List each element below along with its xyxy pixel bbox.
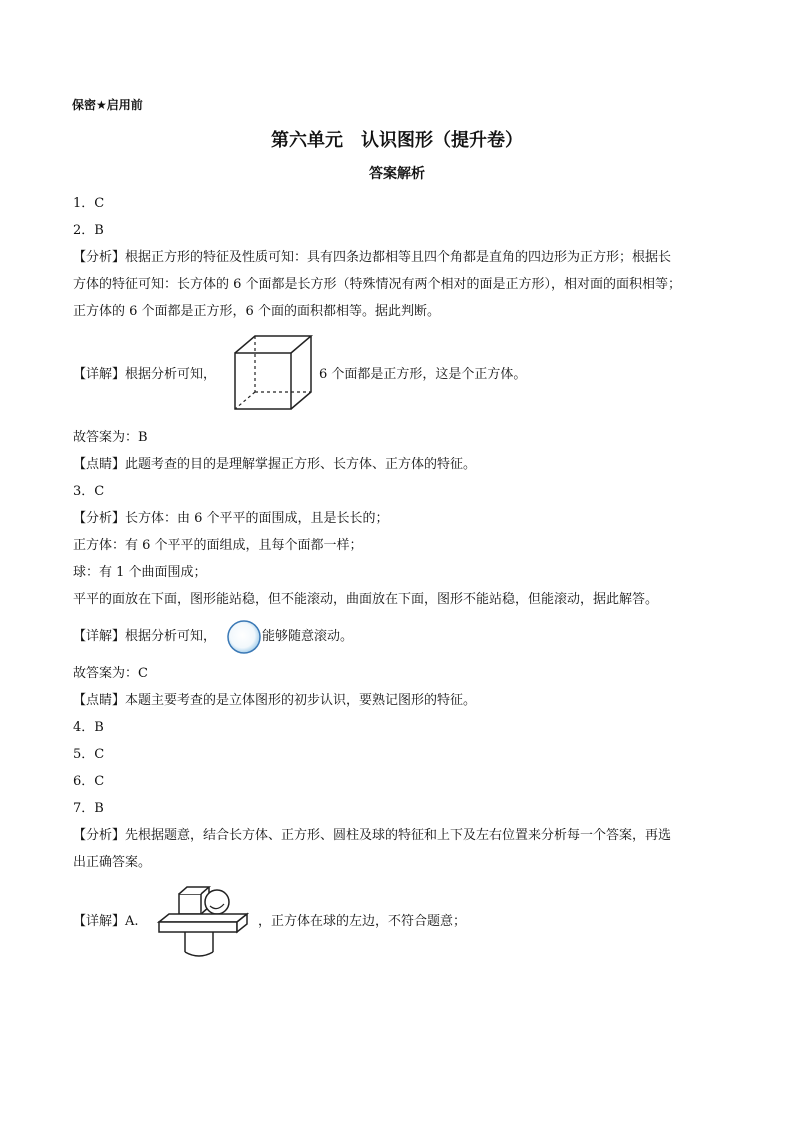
q3-detail-prefix: 【详解】根据分析可知， (73, 629, 217, 644)
q7-detail-prefix: 【详解】A. (73, 914, 139, 929)
q3-analysis-line-1: 【分析】长方体：由 6 个平平的面围成，且是长长的； (73, 511, 389, 526)
q2-analysis-line-1: 【分析】根据正方形的特征及性质可知：具有四条边都相等且四个角都是直角的四边形为正方形；根据长 (73, 250, 672, 265)
q3-answer: 3．C (73, 484, 105, 499)
q2-comment: 【点睛】此题考查的目的是理解掌握正方形、长方体、正方体的特征。 (73, 457, 477, 472)
q7-analysis-line-2: 出正确答案。 (73, 855, 152, 870)
q2-analysis-line-3: 正方体的 6 个面都是正方形，6 个面的面积都相等。据此判断。 (73, 304, 440, 319)
q4-answer: 4．B (73, 720, 104, 735)
q2-final-answer: 故答案为：B (73, 430, 148, 445)
page-subtitle: 答案解析 (369, 166, 425, 182)
q2-analysis-line-2: 方体的特征可知：长方体的 6 个面都是长方形（特殊情况有两个相对的面是正方形），相对面的面积相等； (73, 277, 682, 292)
stacked-shapes-figure (155, 882, 255, 958)
q3-detail-suffix: 能够随意滚动。 (262, 629, 354, 644)
q6-answer: 6．C (73, 774, 105, 789)
q3-comment: 【点睛】本题主要考查的是立体图形的初步认识，要熟记图形的特征。 (73, 693, 477, 708)
q2-answer: 2．B (73, 223, 104, 238)
q3-analysis-line-3: 球：有 1 个曲面围成； (73, 565, 207, 580)
q3-analysis-line-4: 平平的面放在下面，图形能站稳，但不能滚动，曲面放在下面，图形不能站稳，但能滚动，据此解答。 (73, 592, 659, 607)
q7-analysis-line-1: 【分析】先根据题意，结合长方体、正方形、圆柱及球的特征和上下及左右位置来分析每一个答案，再选 (73, 828, 672, 843)
q3-final-answer: 故答案为：C (73, 666, 148, 681)
confidential-label: 保密★启用前 (72, 98, 143, 112)
q5-answer: 5．C (73, 747, 105, 762)
q7-detail-suffix: ，正方体在球的左边，不符合题意； (258, 914, 467, 929)
q1-answer: 1．C (73, 196, 105, 211)
cube-figure (229, 333, 315, 413)
q2-detail-prefix: 【详解】根据分析可知， (73, 367, 217, 382)
q3-analysis-line-2: 正方体：有 6 个平平的面组成，且每个面都一样； (73, 538, 363, 553)
ball-figure (226, 619, 264, 655)
q7-answer: 7．B (73, 801, 104, 816)
page-title: 第六单元 认识图形（提升卷） (271, 130, 523, 151)
q2-detail-suffix: 6 个面都是正方形，这是个正方体。 (319, 367, 527, 382)
